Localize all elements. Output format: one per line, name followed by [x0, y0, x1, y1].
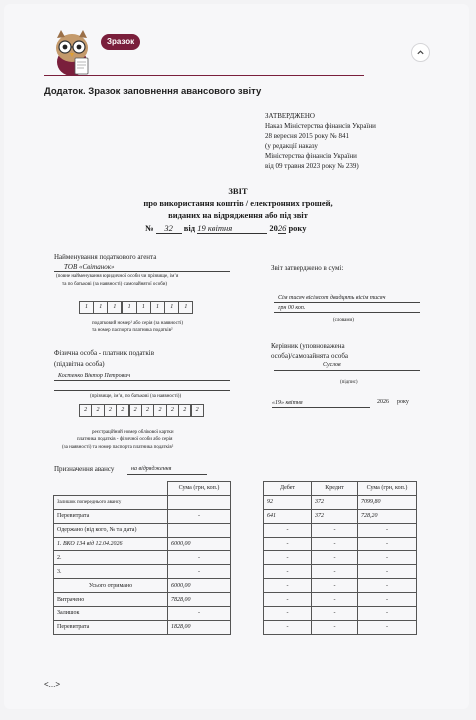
table-row: Перевитрата 1828,00 [54, 620, 231, 634]
purpose-value: на відрядження [131, 466, 172, 472]
approved-sum-hint: (словами) [333, 318, 354, 323]
agent-label: Найменування податкового агента [54, 253, 157, 261]
report-title: ЗВІТ [228, 186, 248, 196]
person-code-boxes: 2 2 2 2 2 2 2 2 2 2 [79, 404, 203, 417]
table-row: - - - [264, 537, 417, 551]
head-label: особа)/самозайнята особа [271, 352, 348, 360]
approval-line: від 09 травня 2023 року № 239) [265, 162, 359, 170]
agent-code-boxes: 1 1 1 1 1 1 1 1 [79, 301, 193, 314]
approved-sum-label: Звіт затверджено в сумі: [271, 264, 344, 272]
column-header: Сума (грн, коп.) [168, 482, 231, 496]
table-header-row [54, 482, 231, 496]
table-row: - - - [264, 565, 417, 579]
approval-line: 28 вересня 2015 року № 841 [265, 132, 349, 140]
agent-value: ТОВ «Світанок» [64, 263, 115, 271]
person-label: (підзвітна особа) [54, 360, 105, 368]
person-hint: (прізвище, ім’я, по батькові (за наявності)) [90, 394, 182, 399]
number-prefix: № [145, 223, 154, 233]
table-row: 92 372 7099,80 [264, 495, 417, 509]
table-row: 641 372 728,20 [264, 509, 417, 523]
report-subtitle: виданих на відрядження або під звіт [168, 210, 308, 220]
person-value: Костенко Віктор Петрович [58, 373, 131, 379]
person-code-hint: (за наявності) та номер паспорта платника податків² [62, 445, 174, 450]
year-word: року [288, 223, 307, 233]
approval-line: (у редакції наказу [265, 142, 318, 150]
column-header: Дебет [264, 482, 312, 496]
approval-line: Наказ Міністерства фінансів України [265, 122, 376, 130]
person-label: Фізична особа - платник податків [54, 349, 154, 357]
accounting-entries-table [263, 481, 417, 635]
table-row: Залишок попереднього авансу [54, 495, 231, 509]
report-subtitle: про використання коштів / електронних грошей, [143, 198, 333, 208]
table-row: - - - [264, 593, 417, 607]
agent-hint: та по батькові (за наявності) самозайнятої особи) [62, 282, 168, 287]
person-code-hint: платника податків - фізичної особи або серія [77, 437, 173, 442]
year-prefix: 20 [269, 223, 278, 233]
table-row: - - - [264, 620, 417, 634]
table-row: Одержано (від кого, № та дата) [54, 523, 231, 537]
section-title: Додаток. Зразок заповнення авансового звіту [44, 86, 262, 97]
report-date: 19 квітня [197, 223, 267, 234]
table-row: Усього отримано 6000,00 [54, 579, 231, 593]
column-header: Сума (грн, коп.) [358, 482, 417, 496]
head-signature: Суслов [323, 362, 341, 368]
table-row: Залишок - [54, 607, 231, 621]
head-date-word: року [397, 399, 409, 405]
table-row: 2. - [54, 551, 231, 565]
column-header: Кредит [312, 482, 358, 496]
table-row: Витрачено 7828,00 [54, 593, 231, 607]
table-row: 3. - [54, 565, 231, 579]
table-row: - - - [264, 607, 417, 621]
table-row: - - - [264, 579, 417, 593]
head-date-day: «19» квітня [272, 400, 303, 406]
approval-line: Міністерства фінансів України [265, 152, 357, 160]
table-row: - - - [264, 551, 417, 565]
agent-code-hint: та номер паспорта платника податків² [92, 328, 173, 333]
advance-summary-table [53, 481, 231, 635]
agent-hint: (повне найменування юридичної особи чи прізвище, ім’я [56, 274, 179, 279]
table-row: 1. ВКО 134 від 12.04.2026 6000,00 [54, 537, 231, 551]
head-label: Керівник (уповноважена [271, 342, 345, 350]
date-prefix: від [183, 223, 196, 233]
table-header-row [264, 482, 417, 496]
purpose-label: Призначення авансу [54, 465, 115, 473]
table-row: - - - [264, 523, 417, 537]
approved-sum-words: грн 00 коп. [278, 305, 306, 311]
sample-badge: Зразок [101, 34, 140, 50]
report-number: 32 [156, 223, 182, 234]
ellipsis-note: <...> [44, 680, 61, 689]
table-row: Перевитрата - [54, 509, 231, 523]
person-code-hint: реєстраційний номер облікової картки [92, 430, 174, 435]
head-date-year: 2026 [377, 399, 389, 405]
report-year: 26 [277, 223, 287, 233]
approved-sum-words: Сім тисяч вісімсот двадцять вісім тисяч [278, 295, 386, 301]
agent-code-hint: податковий номер¹ або серія (за наявності) [92, 321, 184, 326]
signature-hint: (підпис) [340, 380, 358, 385]
approval-title: ЗАТВЕРДЖЕНО [265, 112, 315, 120]
report-number-line [145, 223, 306, 234]
